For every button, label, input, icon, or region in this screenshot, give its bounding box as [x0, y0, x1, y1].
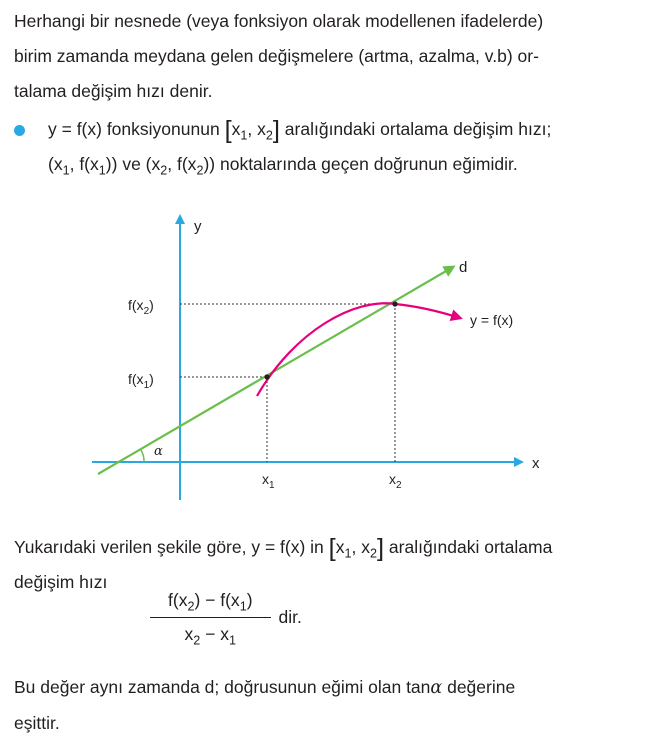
fraction-numerator: $f(x_2) - f(x_1)$ — [150, 590, 271, 618]
bullet-sub2: 2 — [265, 128, 273, 143]
fx1-label: $f(x_1)$ — [128, 371, 154, 391]
point-x1-fx1 — [264, 374, 269, 379]
conclusion-text-a: Yukarıdaki verilen şekile göre, y = f(x) in — [14, 537, 324, 557]
bullet-x2: x — [257, 119, 266, 139]
final-line-2: eşittir. — [14, 713, 60, 733]
conclusion-x1: x — [335, 537, 345, 557]
point2-mid: , f(x — [167, 154, 197, 174]
point1-close: )) — [105, 154, 118, 174]
intro-line-1: Herhangi bir nesnede (veya fonksiyon olarak modellenen ifadelerde) — [14, 11, 544, 31]
average-rate-formula — [150, 590, 302, 648]
bullet-text-b: aralığındaki ortalama değişim hızı; — [284, 119, 552, 139]
conclusion-x2: x — [361, 537, 370, 557]
final-paragraph — [14, 670, 641, 741]
bullet-text-a: y = f(x) fonksiyonunun — [48, 119, 220, 139]
fraction-denominator: $x_2 - x_1$ — [184, 624, 236, 648]
intro-line-3: talama değişim hızı denir. — [14, 81, 213, 101]
curve-label: y = f(x) — [470, 312, 514, 328]
bullet-ve: ve — [122, 154, 141, 174]
secant-graph — [80, 200, 560, 500]
point2-sub: 2 — [160, 163, 168, 178]
bullet-sub1: 1 — [240, 128, 248, 143]
angle-label: α — [154, 444, 163, 459]
bullet-paragraph: y = f(x) fonksiyonunun [$x_1$, $x_2$] aralığındaki ortalama değişim hızı; ($x_1$, $f(x_1)$) ve ($x_2$, $f(x_2)$) noktalarında geçen doğrunun eğimidir. — [48, 116, 552, 178]
fraction-suffix: dir. — [278, 607, 302, 627]
conclusion-paragraph: Yukarıdaki verilen şekile göre, y = f(x) in [$x_1$, $x_2$] aralığındaki ortalama değişim hızı — [14, 534, 553, 592]
conclusion-sub2: 2 — [369, 546, 377, 561]
point-x2-fx2 — [392, 301, 397, 306]
point2-close: )) — [203, 154, 216, 174]
point1-sub2: 1 — [98, 163, 106, 178]
point1-open: (x — [48, 154, 63, 174]
point2-open: (x — [145, 154, 161, 174]
x-axis-label: x — [532, 455, 540, 472]
line-d-label: d — [459, 259, 468, 276]
point1-mid: , f(x — [69, 154, 99, 174]
final-text-a: Bu değer aynı zamanda d; doğrusunun eğimi olan tan — [14, 677, 431, 697]
point1-sub: 1 — [62, 163, 70, 178]
function-curve — [257, 303, 460, 396]
angle-arc — [141, 450, 144, 462]
intro-line-2: birim zamanda meydana gelen değişmelere (artma, azalma, v.b) or- — [14, 46, 539, 66]
x2-label: $x_2$ — [389, 471, 402, 491]
final-text-b: değerine — [442, 677, 516, 697]
bullet-dot-icon — [14, 125, 25, 136]
y-axis-label: y — [194, 218, 202, 235]
conclusion-text-b: aralığındaki ortalama — [388, 537, 553, 557]
x1-label: $x_1$ — [262, 471, 275, 491]
conclusion-line-2: değişim hızı — [14, 572, 108, 592]
conclusion-sub1: 1 — [344, 546, 352, 561]
bullet-text-c: noktalarında geçen doğrunun eğimidir. — [219, 154, 518, 174]
fx2-label: $f(x_2)$ — [128, 297, 154, 317]
point2-sub2: 2 — [196, 163, 204, 178]
bullet-x1: x — [231, 119, 241, 139]
intro-paragraph — [14, 4, 641, 109]
final-alpha: α — [430, 678, 443, 698]
